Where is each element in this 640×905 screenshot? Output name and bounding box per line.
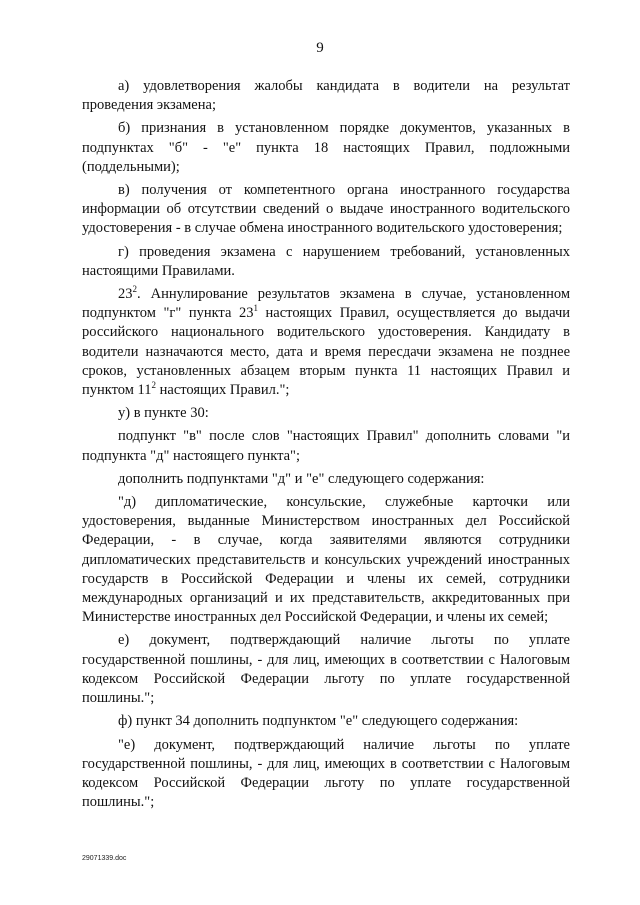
paragraph-g: г) проведения экзамена с нарушением требований, установленных настоящими Правилами. [82,243,570,279]
clause-ref-superscript-1: 1 [253,303,258,314]
clause-number: 23 [118,286,133,303]
footer-document-code: 29071339.doc [82,855,127,862]
page-number: 9 [316,40,324,56]
paragraph-a: а) удовлетворения жалобы кандидата в водители на результат проведения экзамена; [82,78,570,114]
paragraph-23-2 [82,285,570,400]
paragraph-subpoint-v: подпункт "в" после слов "настоящих Правил" дополнить словами "и подпункта "д" настоящего пункта"; [82,428,570,464]
clause-text-part-2: настоящих Правил, осуществляется до выдачи российского национального водительского удостоверения. Кандидату в водители назначаются место, дата и время пересдачи экзамена не позднее сроков, установленных абзацем вторым пункта 11 настоящих Правил и пунктом 11 [82,305,570,399]
paragraph-f: ф) пункт 34 дополнить подпунктом "е" следующего содержания: [118,713,519,730]
paragraph-d: "д) дипломатические, консульские, служебные карточки или удостоверения, выданные Министерством иностранных дел Российской Федерации, - в случае, когда заявителями являются сотрудники дипломатических представительств и консульских учреждений иностранных государств в Российской Федерации и члены их семей, сотрудники международных организаций и их представительств, аккредитованных при Министерстве иностранных дел Российской Федерации, и члены их семей; [82,494,570,626]
paragraph-v: в) получения от компетентного органа иностранного государства информации об отсутствии сведений о выдаче иностранного водительского удостоверения - в случае обмена иностранного водительского удостоверения; [82,182,570,237]
document-body [82,77,570,816]
paragraph-add-subpoints: дополнить подпунктами "д" и "е" следующего содержания: [118,470,485,487]
paragraph-u: у) в пункте 30: [118,405,209,422]
clause-text-part-3: настоящих Правил."; [156,382,290,399]
paragraph-e: е) документ, подтверждающий наличие льготы по уплате государственной пошлины, - для лиц, имеющих в соответствии с Налоговым кодексом Российской Федерации льготу по уплате государственной пошлины."; [82,632,570,707]
paragraph-e-quote: "е) документ, подтверждающий наличие льготы по уплате государственной пошлины, - для лиц, имеющих в соответствии с Налоговым кодексом Российской Федерации льготу по уплате государственной пошлины."; [82,736,570,811]
clause-superscript: 2 [132,284,137,295]
clause-text-part-1: . Аннулирование результатов экзамена в случае, установленном подпунктом "г" пункта 23 [82,286,570,322]
clause-ref-superscript-2: 2 [151,380,157,391]
paragraph-b: б) признания в установленном порядке документов, указанных в подпунктах "б" - "е" пункта 18 настоящих Правил, подложными (поддельными); [82,120,570,175]
